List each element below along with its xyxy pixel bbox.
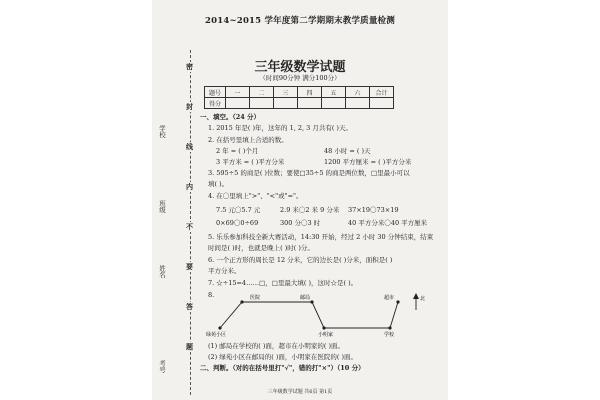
table-cell: 四 [298,87,322,98]
table-cell [250,98,274,109]
question-4a: 7.5 元〇5.7 元 [216,206,261,214]
label-school: 学校 [384,332,395,338]
table-cell [346,98,370,109]
label-community: 绿苑小区 [206,332,227,338]
side-mark: 封 [186,102,193,111]
question-1: 1. 2015 年是( )年，这年的 1, 2, 3 月共有( )天。 [208,124,352,132]
exam-header: 2014~2015 学年度第二学期期末教学质量检测 [205,16,395,26]
question-2b: 48 小时 = ( )天 [324,147,371,155]
table-cell: 题号 [205,87,226,98]
label-xiaoming-home: 小明家 [318,332,334,338]
side-mark: 线 [186,142,193,151]
table-cell: 得分 [205,98,226,109]
label-supermarket: 超市 [384,295,395,301]
table-cell: 二 [250,87,274,98]
name-label: 姓名 [158,265,166,278]
table-cell [370,98,394,109]
side-mark: 内 [186,182,193,191]
question-2d: 1200 平方厘米 = ( )平方分米 [324,158,412,166]
question-4c: 37×19〇73×19 [348,206,399,214]
question-8b: (2) 绿苑小区在邮局的( )面，小明家在医院的( )面。 [208,353,358,361]
side-mark: 要 [186,262,193,271]
exam-subtitle: （时间90分钟 满分100分） [259,74,341,82]
table-row [205,87,394,98]
map-point [218,326,221,329]
question-4d: 0×69〇0÷69 [216,219,259,227]
table-cell [298,98,322,109]
label-north: 北 [420,296,426,302]
table-row [205,98,394,109]
page-footer: 三年级数学试题 共6页 第1页 [267,389,333,395]
question-2c: 3 平方米 = ( )平方分米 [216,158,285,166]
question-4f: 40 平方分米〇40 平方厘米 [348,219,428,227]
map-point [388,326,391,329]
score-table [204,86,394,109]
table-cell: 合计 [370,87,394,98]
question-3: 3. 595÷5 的商是( )位数；要使□35÷5 的商是两位数，□里最小可以 [208,169,410,177]
class-label: 班级 [158,200,166,213]
table-cell: 六 [346,87,370,98]
side-mark: 答 [186,302,193,311]
direction-map [200,290,440,338]
page-title: 三年级数学试题 [254,60,346,75]
school-label: 学校 [158,125,166,138]
side-mark: 不 [186,222,193,231]
label-hospital: 医院 [250,295,261,301]
map-point [310,300,313,303]
map-point [240,300,243,303]
question-6: 6. 一个正方形的周长是 12 分米，它的边长是( )分米，面积是( ) [208,256,393,264]
section2-heading: 二、判断。（对的在括号里打"√"，错的打"×"）（10 分） [200,364,365,372]
table-cell: 五 [322,87,346,98]
question-5: 5. 乐乐参加科技全新大赛活动，14:30 开始，经过 2 小时 30 分钟结束，结束 [208,233,434,241]
question-6-cont: 平方分米。 [208,267,241,275]
north-arrow-icon [413,293,419,299]
map-point [322,326,325,329]
section1-heading: 一、填空。（24 分） [200,113,261,121]
exam-paper [152,0,448,400]
question-4b: 2.9 米〇2 米 9 分米 [280,206,340,214]
question-7: 7. ☆÷15=4……□，□里最大填( )，这时☆是( )。 [208,279,358,287]
table-cell: 一 [226,87,250,98]
question-3-cont: 填( )。 [208,180,229,188]
question-8: 8. [208,291,215,299]
label-post-office: 邮局 [300,295,311,301]
map-point [396,300,399,303]
side-mark: 题 [186,342,193,351]
table-cell [322,98,346,109]
question-2a: 2 年 = ( )个月 [216,147,259,155]
table-cell [226,98,250,109]
table-cell [274,98,298,109]
question-2: 2. 在括号里填上合适的数。 [208,136,288,144]
id-label: 考号 [158,360,166,373]
question-8a: (1) 邮局在学校的( )面，超市在小明家的( )面。 [208,342,345,350]
table-cell: 三 [274,87,298,98]
question-5-cont: 时间是( )时，也就是晚上( )时( )分。 [208,244,314,252]
question-4e: 300 分〇3 时 [280,219,321,227]
side-mark: 密 [186,62,193,71]
route-line [220,302,398,328]
question-4: 4. 在〇里填上">"、"<"或"="。 [208,192,303,200]
